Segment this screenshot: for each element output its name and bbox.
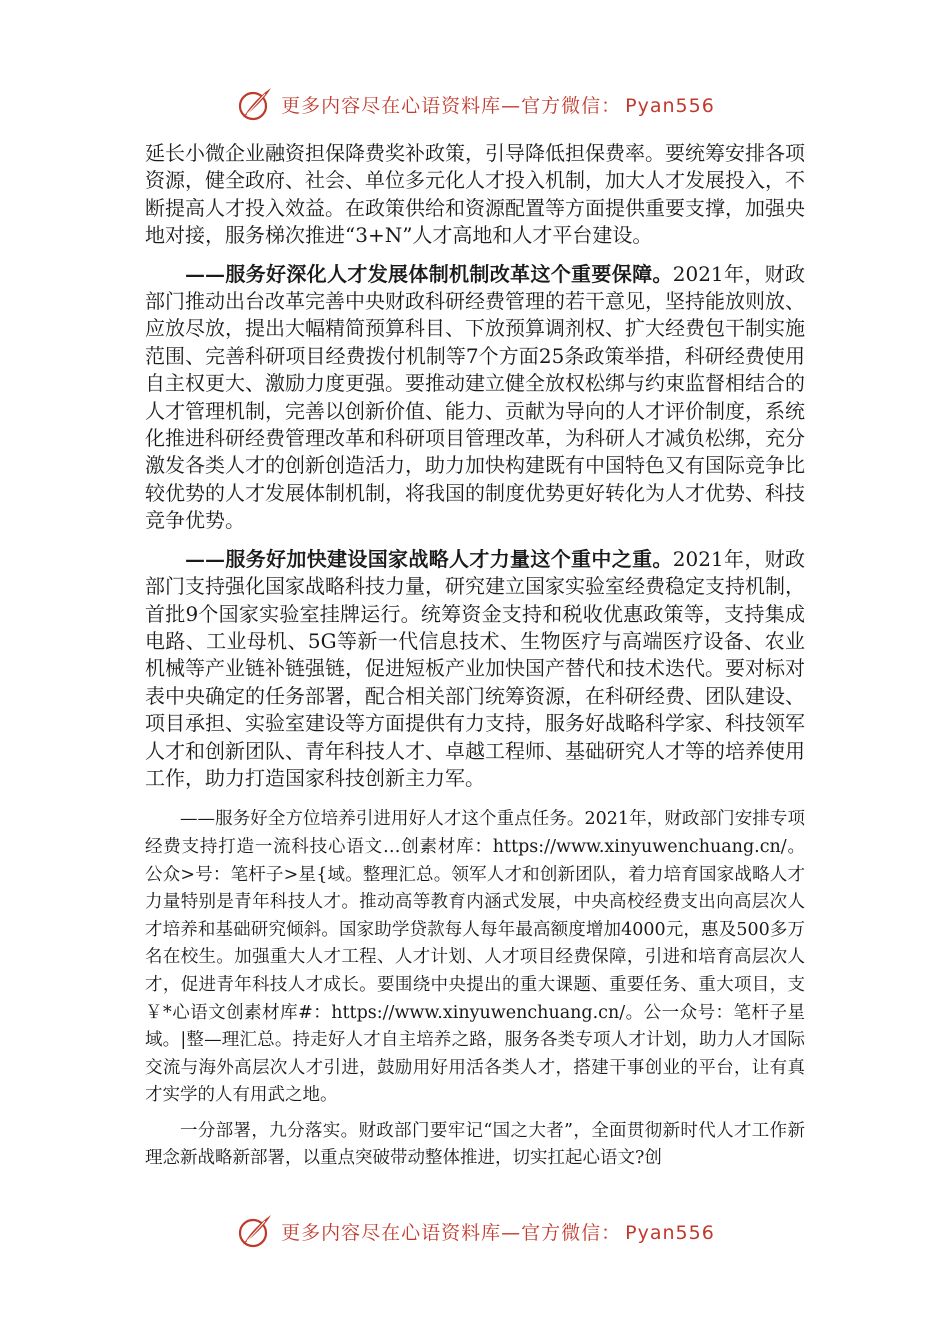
paragraph-text: 2021年，财政部门推动出台改革完善中央财政科研经费管理的若干意见，坚持能放则放、应放尽放，提出大幅精简预算科目、下放预算调剂权、扩大经费包干制实施范围、完善科研项目经费拨付机制等7个方面25条政策举措，科研经费使用自主权更大、激励力度更强。要推动建立健全放权松绑与约束监督相结合的人才管理机制，完善以创新价值、能力、贡献为导向的人才评价制度，系统化推进科研经费管理改革和科研项目管理改革，为科研人才减负松绑，充分激发各类人才的创新创造活力，助力加快构建既有中国特色又有国际竞争比较优势的人才发展体制机制，将我国的制度优势更好转化为人才优势、科技竞争优势。	[145, 261, 805, 533]
paragraph-text: 2021年，财政部门支持强化国家战略科技力量，研究建立国家实验室经费稳定支持机制，首批9个国家实验室挂牌运行。统筹资金支持和税收优惠政策等，支持集成电路、工业母机、5G等新一代信息技术、生物医疗与高端医疗设备、农业机械等产业链补链强链，促进短板产业加快国产替代和技术迭代。要对标对表中央确定的任务部署，配合相关部门统筹资源，在科研经费、团队建设、项目承担、实验室建设等方面提供有力支持，服务好战略科学家、科技领军人才和创新团队、青年科技人才、卓越工程师、基础研究人才等的培养使用工作，助力打造国家科技创新主力军。	[145, 546, 805, 790]
paragraph-3	[145, 546, 805, 793]
feather-pen-logo-icon	[235, 1211, 275, 1251]
banner-text: 更多内容尽在心语资料库—官方微信：	[281, 1221, 622, 1244]
paragraph-2	[145, 261, 805, 535]
footer-banner	[0, 1209, 950, 1253]
wechat-id: Pyan556	[625, 94, 715, 117]
paragraph-text: 一分部署，九分落实。财政部门要牢记“国之大者”，全面贯彻新时代人才工作新理念新战略新部署，以重点突破带动整体推进，切实扛起心语文?创	[145, 1120, 805, 1169]
wechat-id: Pyan556	[625, 1221, 715, 1244]
paragraph-heading: ——服务好深化人才发展体制机制改革这个重要保障。	[185, 261, 673, 286]
paragraph-text: 延长小微企业融资担保降费奖补政策，引导降低担保费率。要统筹安排各项资源，健全政府、社会、单位多元化人才投入机制，加大人才发展投入，不断提高人才投入效益。在政策供给和资源配置等方面提供重要支撑，加强央地对接，服务梯次推进“3+N”人才高地和人才平台建设。	[145, 141, 805, 248]
feather-pen-logo-icon	[235, 84, 275, 124]
document-body	[145, 140, 805, 1173]
paragraph-5	[145, 1118, 805, 1173]
paragraph-4	[145, 806, 805, 1110]
header-banner	[0, 82, 950, 126]
paragraph-heading: ——服务好加快建设国家战略人才力量这个重中之重。	[185, 546, 673, 571]
paragraph-1	[145, 140, 805, 250]
banner-text: 更多内容尽在心语资料库—官方微信：	[281, 94, 622, 117]
paragraph-text: ——服务好全方位培养引进用好人才这个重点任务。2021年，财政部门安排专项经费支持打造一流科技心语文…创素材库：https://www.xinyuwenchuang.cn/。公众>号：笔杆子>星{域。整理汇总。领军人才和创新团队，着力培育国家战略人才力量特别是青年科技人才。推动高等教育内涵式发展，中央高校经费支出向高层次人才培养和基础研究倾斜。国家助学贷款每人每年最高额度增加4000元，惠及500多万名在校生。加强重大人才工程、人才计划、人才项目经费保障，引进和培育高层次人才，促进青年科技人才成长。要围绕中央提出的重大课题、重要任务、重大项目，支￥*心语文创素材库#：https://www.xinyuwenchuang.cn/。公一众号：笔杆子星域。|整—理汇总。持走好人才自主培养之路，服务各类专项人才计划，助力人才国际交流与海外高层次人才引进，鼓励用好用活各类人才，搭建干事创业的平台，让有真才实学的人有用武之地。	[145, 809, 805, 1106]
